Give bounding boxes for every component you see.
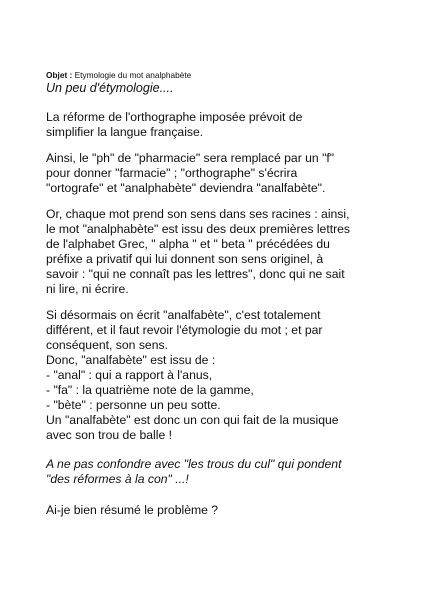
text-line: différent, et il faut revoir l'étymologie du mot ; et par [46, 323, 323, 337]
objet-label: Objet : [46, 70, 73, 80]
objet-line [46, 70, 395, 81]
objet-text: Etymologie du mot analphabète [72, 70, 192, 80]
text-line: Si désormais on écrit "analfabète", c'est totalement [46, 308, 321, 322]
text-line: le mot "analphabète" est issu des deux premières lettres [46, 222, 351, 236]
text-line: Ainsi, le "ph" de "pharmacie" sera remplacé par un "f" [46, 151, 335, 165]
text-line: Or, chaque mot prend son sens dans ses racines : ainsi, [46, 207, 350, 221]
text-line: savoir : "qui ne connaît pas les lettres", donc qui ne sait [46, 267, 345, 281]
list-item: - "anal" : qui a rapport à l'anus, [46, 368, 213, 382]
text-line: "ortografe" et "analphabète" deviendra "analfabète". [46, 181, 326, 195]
text-line: pour donner "farmacie" ; "orthographe" s'écrira [46, 166, 298, 180]
text-line: A ne pas confondre avec "les trous du cul" qui pondent [46, 457, 342, 471]
paragraph-5-conclusion [46, 413, 395, 443]
list-item: - "fa" : la quatrième note de la gamme, [46, 383, 254, 397]
text-line: avec son trou de balle ! [46, 428, 173, 442]
text-line: simplifier la langue française. [46, 125, 204, 139]
text-line: de l'alphabet Grec, " alpha " et " beta " précédées du [46, 237, 330, 251]
text-line: Un "analfabète" est donc un con qui fait de la musique [46, 413, 339, 427]
paragraph-4 [46, 308, 395, 368]
text-line: "des réformes à la con" ...! [46, 472, 189, 486]
text-line: La réforme de l'orthographe imposée prévoit de [46, 110, 303, 124]
paragraph-2 [46, 151, 395, 196]
subtitle: Un peu d'étymologie.... [46, 81, 174, 95]
paragraph-6 [46, 457, 395, 487]
paragraph-3 [46, 207, 395, 297]
text-line: préfixe a privatif qui lui donnent son sens originel, à [46, 252, 324, 266]
closing-question: Ai-je bien résumé le problème ? [46, 503, 219, 517]
paragraph-1 [46, 110, 395, 140]
definition-list [46, 368, 395, 413]
list-item: - "bète" : personne un peu sotte. [46, 398, 221, 412]
text-line: ni lire, ni écrire. [46, 282, 129, 296]
text-line: conséquent, son sens. [46, 338, 168, 352]
definition-intro: Donc, "analfabète" est issu de : [46, 353, 216, 367]
